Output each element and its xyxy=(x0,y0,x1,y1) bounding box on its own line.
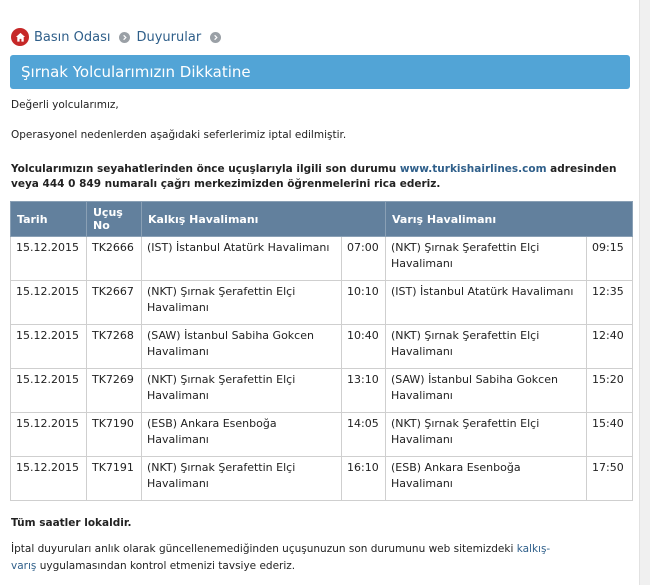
cell-departure-time: 07:00 xyxy=(342,237,386,281)
header-date: Tarih xyxy=(11,202,87,237)
cell-arrival-time: 17:50 xyxy=(587,457,633,501)
cell-departure-time: 14:05 xyxy=(342,413,386,457)
cell-arrival-airport: (NKT) Şırnak Şerafettin Elçi Havalimanı xyxy=(386,413,587,457)
cell-date: 15.12.2015 xyxy=(11,457,87,501)
cell-flight-no: TK2666 xyxy=(87,237,142,281)
website-link[interactable]: www.turkishairlines.com xyxy=(399,163,547,175)
request-text-line1 xyxy=(11,163,617,175)
notice-text: Operasyonel nedenlerden aşağıdaki seferlerimiz iptal edilmiştir. xyxy=(11,129,347,141)
footer-text-after: uygulamasından kontrol etmenizi tavsiye ederiz. xyxy=(36,560,296,572)
table-row xyxy=(11,281,633,325)
cell-departure-time: 10:40 xyxy=(342,325,386,369)
page-scroll-edge xyxy=(639,0,650,585)
cell-arrival-airport: (NKT) Şırnak Şerafettin Elçi Havalimanı xyxy=(386,237,587,281)
footer-text-line2 xyxy=(11,560,295,572)
breadcrumb-link-press-room[interactable]: Basın Odası xyxy=(34,29,111,45)
cell-date: 15.12.2015 xyxy=(11,413,87,457)
cell-date: 15.12.2015 xyxy=(11,325,87,369)
header-arrival: Varış Havalimanı xyxy=(386,202,633,237)
cell-arrival-airport: (IST) İstanbul Atatürk Havalimanı xyxy=(386,281,587,325)
table-header-row xyxy=(11,202,633,237)
table-row xyxy=(11,413,633,457)
footer-text-before: İptal duyuruları anlık olarak güncellenemediğinden uçuşunuzun son durumunu web sitemizdeki xyxy=(11,543,517,555)
cell-date: 15.12.2015 xyxy=(11,237,87,281)
cell-arrival-time: 15:20 xyxy=(587,369,633,413)
table-row xyxy=(11,237,633,281)
cell-flight-no: TK2667 xyxy=(87,281,142,325)
cell-departure-airport: (NKT) Şırnak Şerafettin Elçi Havalimanı xyxy=(142,369,342,413)
cell-arrival-time: 09:15 xyxy=(587,237,633,281)
departure-arrival-link-part2[interactable]: varış xyxy=(11,560,37,572)
header-flight-no: Uçuş No xyxy=(87,202,142,237)
cell-flight-no: TK7268 xyxy=(87,325,142,369)
footer-text-line1 xyxy=(11,543,550,555)
cell-arrival-airport: (ESB) Ankara Esenboğa Havalimanı xyxy=(386,457,587,501)
chevron-right-icon xyxy=(119,32,130,43)
cell-flight-no: TK7191 xyxy=(87,457,142,501)
cell-departure-airport: (IST) İstanbul Atatürk Havalimanı xyxy=(142,237,342,281)
page-title: Şırnak Yolcularımızın Dikkatine xyxy=(10,55,630,89)
cell-arrival-airport: (NKT) Şırnak Şerafettin Elçi Havalimanı xyxy=(386,325,587,369)
cell-departure-time: 16:10 xyxy=(342,457,386,501)
cell-departure-airport: (NKT) Şırnak Şerafettin Elçi Havalimanı xyxy=(142,281,342,325)
cell-date: 15.12.2015 xyxy=(11,369,87,413)
breadcrumb-link-announcements[interactable]: Duyurular xyxy=(136,29,202,45)
cell-flight-no: TK7269 xyxy=(87,369,142,413)
cell-arrival-time: 12:35 xyxy=(587,281,633,325)
cell-arrival-airport: (SAW) İstanbul Sabiha Gokcen Havalimanı xyxy=(386,369,587,413)
cell-departure-airport: (SAW) İstanbul Sabiha Gokcen Havalimanı xyxy=(142,325,342,369)
departure-arrival-link-part1[interactable]: kalkış- xyxy=(516,543,551,555)
table-row xyxy=(11,457,633,501)
chevron-right-icon xyxy=(210,32,221,43)
cell-arrival-time: 15:40 xyxy=(587,413,633,457)
request-text-before: Yolcularımızın seyahatlerinden önce uçuşlarıyla ilgili son durumu xyxy=(11,163,400,175)
request-text-line2: veya 444 0 849 numaralı çağrı merkezimizden öğrenmelerini rica ederiz. xyxy=(11,178,441,190)
cell-departure-time: 10:10 xyxy=(342,281,386,325)
header-departure: Kalkış Havalimanı xyxy=(142,202,386,237)
greeting-text: Değerli yolcularımız, xyxy=(11,99,119,111)
breadcrumb xyxy=(11,26,227,48)
cell-date: 15.12.2015 xyxy=(11,281,87,325)
cell-flight-no: TK7190 xyxy=(87,413,142,457)
table-row xyxy=(11,325,633,369)
cancelled-flights-table xyxy=(10,201,633,501)
cell-departure-airport: (NKT) Şırnak Şerafettin Elçi Havalimanı xyxy=(142,457,342,501)
request-text-after: adresinden xyxy=(546,163,617,175)
cell-departure-airport: (ESB) Ankara Esenboğa Havalimanı xyxy=(142,413,342,457)
home-icon[interactable] xyxy=(11,28,29,46)
local-time-note: Tüm saatler lokaldir. xyxy=(11,517,132,529)
table-row xyxy=(11,369,633,413)
cell-arrival-time: 12:40 xyxy=(587,325,633,369)
cell-departure-time: 13:10 xyxy=(342,369,386,413)
